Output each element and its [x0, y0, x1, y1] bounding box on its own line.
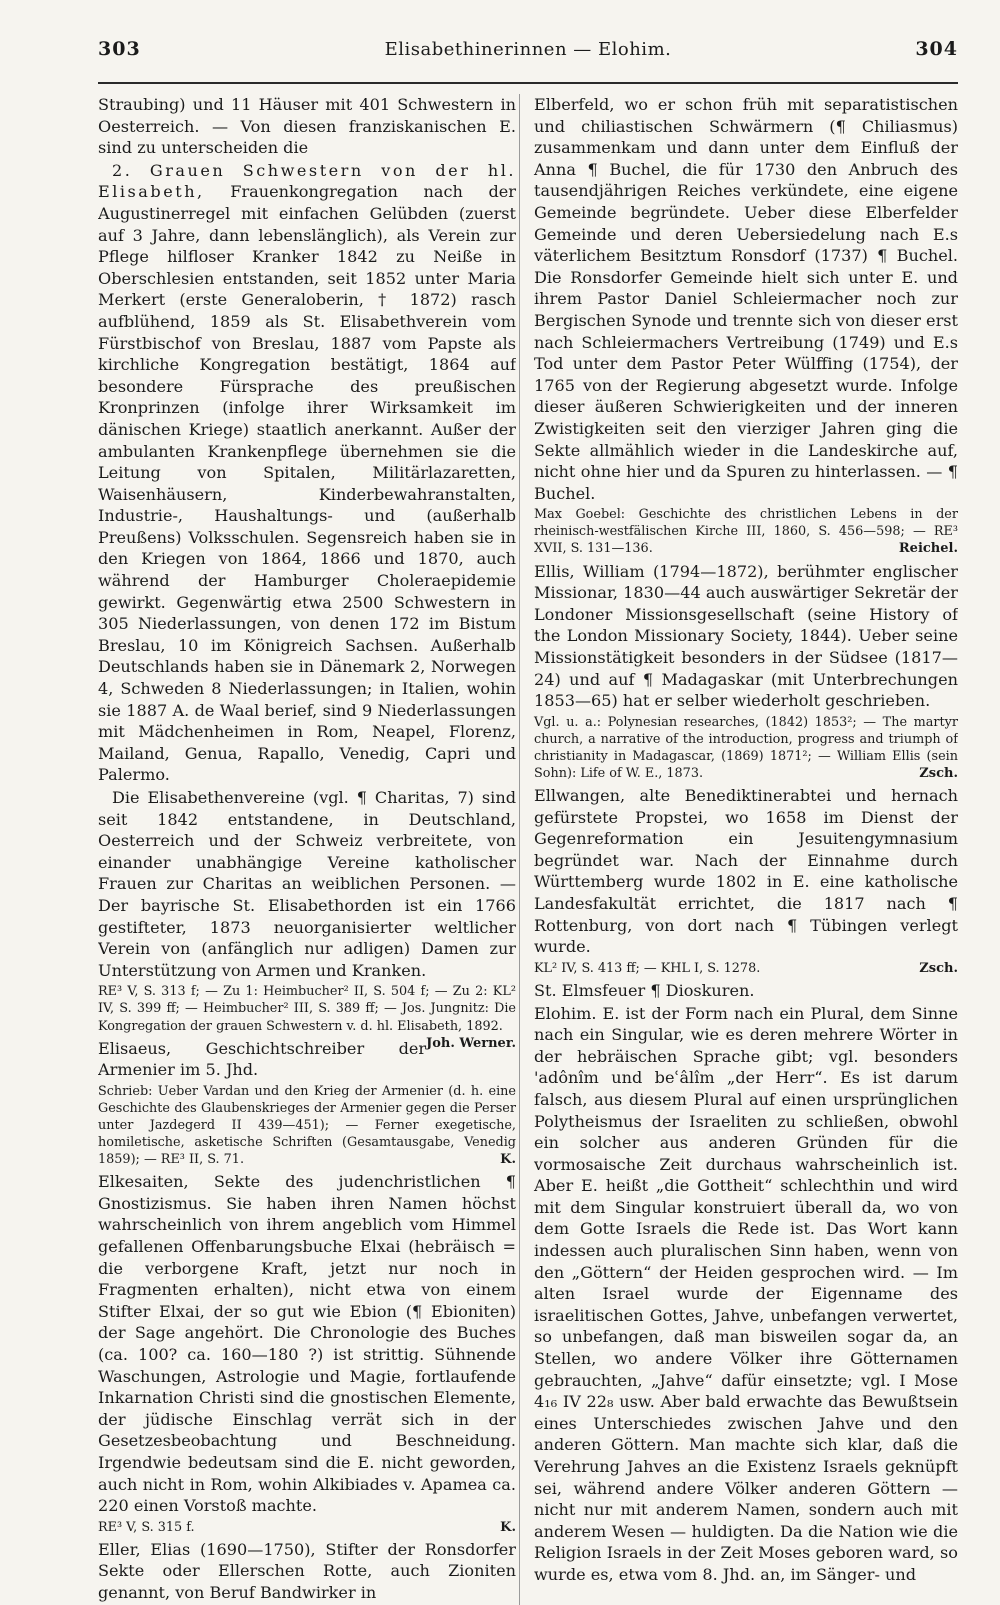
literature-text: Max Goebel: Geschichte des christlichen Lebens in der rheinisch-westfälischen Kirche III, 1860, S. 456—598; — RE³ XVII, S. 131—136. [534, 507, 958, 557]
paragraph-continuation: Straubing) und 11 Häuser mit 401 Schwestern in Oesterreich. — Von diesen franziskanischen E. sind zu unterscheiden die [98, 95, 516, 158]
running-header [98, 38, 958, 84]
two-column-body [98, 94, 958, 1605]
author-signature: Zsch. [919, 766, 958, 781]
paragraph-elisabethenvereine: Die Elisabethenvereine (vgl. ¶ Charitas, 7) sind seit 1842 entstandene, in Deutschland, Oesterreich und der Schweiz verbreitete, von einander unabhängige Vereine katholischer Frauen zur Charitas an weiblichen Personen. — Der bayrische St. Elisabethorden ist ein 1766 gestifteter, 1873 neuorganisierter weltlicher Verein von (anfänglich nur adligen) Damen zur Unterstützung von Armen und Kranken. [98, 788, 516, 980]
running-title: Elisabethinerinnen — Elohim. [384, 39, 672, 60]
literature-note [534, 960, 958, 977]
entry-elisaeus: Elisaeus, Geschichtschreiber der Armenier im 5. Jhd. [98, 1038, 427, 1080]
right-column [519, 94, 958, 1605]
literature-text: Schrieb: Ueber Vardan und den Krieg der Armenier (d. h. eine Geschichte des Glaubenskrieges der Armenier gegen die Perser unter Jazdegerd II 439—451); — Ferner exegetische, homiletische, asketische Schriften (Gesamtausgabe, Venedig 1859); — RE³ II, S. 71. [98, 1083, 516, 1168]
author-signature: K. [500, 1519, 516, 1535]
entry-body: Frauenkongregation nach der Augustinerregel mit einfachen Gelübden (zuerst auf 3 Jahre, dann lebenslänglich), als Verein zur Pflege hilfloser Kranker 1842 zu Neiße in Oberschlesien entstanden, seit 1852 unter Maria Merkert (erste Generaloberin, † 1872) rasch aufblühend, 1859 als St. Elisabethverein vom Fürstbischof von Breslau, 1887 vom Papste als kirchliche Kongregation bestätigt, 1864 auf besondere Fürsprache des preußischen Kronprinzen (infolge ihrer Wirksamkeit im dänischen Kriege) staatlich anerkannt. Außer der ambulanten Krankenpflege übernehmen sie die Leitung von Spitalen, Militärlazaretten, Waisenhäusern, Kinderbewahranstalten, Industrie-, Haushaltungs- und (außerhalb Preußens) Volksschulen. Segensreich haben sie in den Kriegen von 1864, 1866 und 1870, auch während der Hamburger Choleraepidemie gewirkt. Gegenwärtig etwa 2500 Schwestern in 305 Niederlassungen, von denen 172 im Bistum Breslau, 10 im Königreich Sachsen. Außerhalb Deutschlands haben sie in Dänemark 2, Norwegen 4, Schweden 8 Niederlassungen; in Italien, wohin sie 1887 A. de Waal berief, sind 9 Niederlassungen mit Mädchenheimen in Rom, Neapel, Florenz, Mailand, Genua, Rapallo, Venedig, Capri und Palermo. [98, 182, 516, 785]
entry-ellis: Ellis, William (1794—1872), berühmter englischer Missionar, 1830—44 auch auswärtiger Sekretär der Londoner Missionsgesellschaft (seine History of the London Missionary Society, 1844). Ueber seine Missionstätigkeit besonders in der Südsee (1817—24) und auf ¶ Madagaskar (mit Unterbrechungen 1853—65) hat er selber wiederholt geschrieben. [534, 561, 958, 711]
entry-elohim: Elohim. E. ist der Form nach ein Plural, dem Sinne nach ein Singular, wie es deren mehrere Wörter in der hebräischen Sprache gibt; vgl. besonders 'adônîm und beʿâlîm „der Herr“. Es ist darum falsch, aus diesem Plural auf einen ursprünglichen Polytheismus der Israeliten zu schließen, obwohl ein solcher aus anderen Gründen für die vormosaische Zeit durchaus wahrscheinlich ist. Aber E. heißt „die Gottheit“ schlechthin und wird mit dem Singular konstruiert überall da, wo von dem Gotte Israels die Rede ist. Das Wort kann indessen auch pluralischen Sinn haben, wenn von den „Göttern“ der Heiden gesprochen wird. — Im alten Israel wurde der Eigenname des israelitischen Gottes, Jahve, unbefangen verwertet, so unbefangen, daß man bisweilen sogar da, an Stellen, wo andere Völker ihre Götternamen gebrauchten, „Jahve“ dafür einsetzte; vgl. I Mose 4₁₆ IV 22₈ usw. Aber bald erwachte das Bewußtsein eines Unterschiedes zwischen Jahve und den anderen Göttern. Man machte sich klar, daß die Verehrung Jahves an die Existenz Israels geknüpft sei, während andere Völker anderen Göttern — nicht nur mit anderem Namen, sondern auch mit anderem Wesen — huldigten. Da die Nation wie die Religion Israels in der Zeit Moses geboren ward, so wurde es, etwa vom 8. Jhd. an, im Sänger- und [534, 1003, 958, 1584]
author-signature: K. [500, 1152, 516, 1168]
author-signature: Reichel. [898, 541, 958, 557]
literature-text: RE³ V, S. 315 f. [98, 1519, 195, 1535]
entry-eller: Eller, Elias (1690—1750), Stifter der Ronsdorfer Sekte oder Ellerschen Rotte, auch Zioniten genannt, von Beruf Bandwirker in [98, 1539, 516, 1603]
literature-note [98, 1519, 516, 1536]
literature-text: Vgl. u. a.: Polynesian researches, (1842) 1853²; — The martyr church, a narrative of the introduction, progress and triumph of christianity in Madagascar, (1869) 1871²; — William Ellis (sein Sohn): Life of W. E., 1873. [534, 714, 958, 781]
entry-elmsfeuer: St. Elmsfeuer ¶ Dioskuren. [534, 980, 755, 1000]
author-signature: Joh. Werner. [426, 1035, 516, 1051]
entry-heading: 2. Grauen Schwestern von der hl. Elisabeth, [98, 160, 516, 202]
literature-note [98, 1083, 516, 1168]
entry-elkesaiten: Elkesaiten, Sekte des judenchristlichen ¶ Gnostizismus. Sie haben ihren Namen höchst wahrscheinlich von ihrem angeblich vom Himmel gefallenen Offenbarungsbuche Elxai (hebräisch = die verborgene Kraft, jetzt nur noch in Fragmenten erhalten), nicht etwa von einem Stifter Elxai, der so gut wie Ebion (¶ Ebioniten) der Sage angehört. Die Chronologie des Buches (ca. 100? ca. 160—180 ?) ist strittig. Sühnende Waschungen, Astrologie und Magie, fortlaufende Inkarnation Christi sind die gnostischen Elemente, der jüdische Einschlag verrät sich in der Gesetzesbeobachtung und Beschneidung. Irgendwie bedeutsam sind die E. nicht geworden, auch nicht in Rom, wohin Alkibiades v. Apamea ca. 220 einen Vorstoß machte. [98, 1172, 516, 1516]
literature-note [534, 714, 958, 782]
literature-text: KL² IV, S. 413 ff; — KHL I, S. 1278. [534, 960, 761, 976]
entry-ellwangen: Ellwangen, alte Benediktinerabtei und hernach gefürstete Propstei, wo 1658 im Dienst der Gegenreformation ein Jesuitengymnasium begründet war. Nach der Einnahme durch Württemberg wurde 1802 in E. eine katholische Landesfakultät errichtet, die 1817 nach ¶ Rottenburg, von dort nach ¶ Tübingen verlegt wurde. [534, 786, 958, 957]
left-column [98, 94, 516, 1605]
author-signature: Zsch. [919, 960, 958, 976]
page-number-left: 303 [98, 38, 141, 60]
page-number-right: 304 [915, 38, 958, 60]
literature-note [534, 506, 958, 557]
literature-note [98, 983, 516, 1051]
entry-graue-schwestern [98, 160, 516, 786]
paragraph-continuation: Elberfeld, wo er schon früh mit separatistischen und chiliastischen Schwärmern (¶ Chiliasmus) zusammenkam und dann unter dem Einfluß der Anna ¶ Buchel, die für 1730 den Anbruch des tausendjährigen Reiches verkündete, eine eigene Gemeinde begründete. Ueber diese Elberfelder Gemeinde und deren Uebersiedelung nach E.s väterlichem Besitztum Ronsdorf (1737) ¶ Buchel. Die Ronsdorfer Gemeinde hielt sich unter E. und ihrem Pastor Daniel Schleiermacher noch zur Bergischen Synode und trennte sich von dieser erst nach Schleiermachers Vertreibung (1749) und E.s Tod unter dem Pastor Peter Wülffing (1754), der 1765 von der Regierung abgesetzt wurde. Infolge dieser äußeren Schwierigkeiten und der inneren Zwistigkeiten seit den vierziger Jahren ging die Sekte allmählich wieder in die Landeskirche auf, nicht ohne hier und da Spuren zu hinterlassen. — ¶ Buchel. [534, 95, 958, 503]
literature-text: RE³ V, S. 313 f; — Zu 1: Heimbucher² II, S. 504 f; — Zu 2: KL² IV, S. 399 ff; — Heimbucher² III, S. 389 ff; — Jos. Jungnitz: Die Kongregation der grauen Schwestern v. d. hl. Elisabeth, 1892. [98, 984, 516, 1034]
